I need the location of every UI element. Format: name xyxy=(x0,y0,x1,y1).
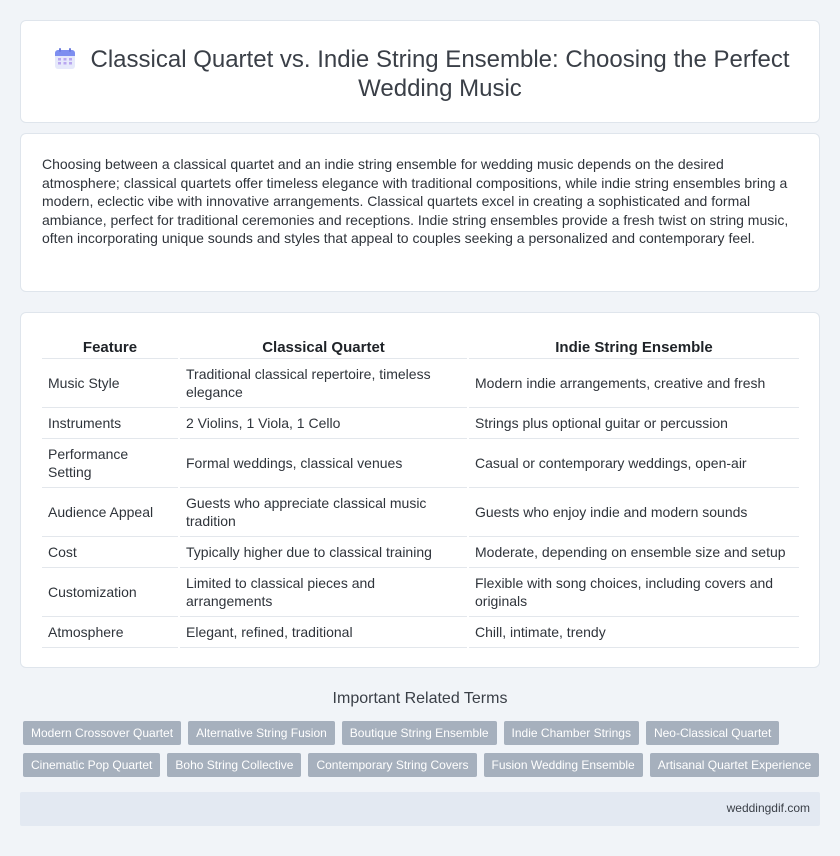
related-term-tag[interactable]: Contemporary String Covers xyxy=(308,753,476,777)
related-term-tag[interactable]: Fusion Wedding Ensemble xyxy=(484,753,643,777)
related-terms-title: Important Related Terms xyxy=(332,690,508,707)
intro-card xyxy=(20,133,820,292)
cell-indie: Casual or contemporary weddings, open-air xyxy=(468,438,799,487)
cell-feature: Instruments xyxy=(42,407,179,438)
related-term-tag[interactable]: Alternative String Fusion xyxy=(188,721,335,745)
cell-indie: Modern indie arrangements, creative and fresh xyxy=(468,358,799,407)
cell-feature: Atmosphere xyxy=(42,616,179,647)
header-feature: Feature xyxy=(42,334,179,358)
cell-indie: Strings plus optional guitar or percussion xyxy=(468,407,799,438)
header-card xyxy=(20,20,820,123)
cell-feature: Music Style xyxy=(42,358,179,407)
calendar-icon xyxy=(53,47,77,71)
table-row xyxy=(42,438,799,487)
cell-feature: Customization xyxy=(42,567,179,616)
footer-site-link[interactable]: weddingdif.com xyxy=(726,801,810,815)
comparison-table xyxy=(42,334,799,648)
related-term-tag[interactable]: Indie Chamber Strings xyxy=(504,721,639,745)
table-row xyxy=(42,358,799,407)
related-term-tag[interactable]: Cinematic Pop Quartet xyxy=(23,753,160,777)
related-term-tag[interactable]: Artisanal Quartet Experience xyxy=(650,753,819,777)
comparison-card xyxy=(20,312,820,668)
cell-classical: Traditional classical repertoire, timeless elegance xyxy=(179,358,468,407)
cell-classical: Formal weddings, classical venues xyxy=(179,438,468,487)
related-term-tag[interactable]: Modern Crossover Quartet xyxy=(23,721,181,745)
cell-classical: Guests who appreciate classical music tradition xyxy=(179,487,468,536)
intro-paragraph: Choosing between a classical quartet and an indie string ensemble for wedding music depends on the desired atmosphere; classical quartets offer timeless elegance with traditional compositions, while indie string ensembles bring a modern, eclectic vibe with innovative arrangements. Classical quartets excel in creating a sophisticated and formal ambiance, perfect for traditional ceremonies and receptions. Indie string ensembles provide a fresh twist on string music, often incorporating unique sounds and styles that appeal to couples seeking a personalized and contemporary feel. xyxy=(42,156,789,246)
cell-classical: 2 Violins, 1 Viola, 1 Cello xyxy=(179,407,468,438)
cell-indie: Guests who enjoy indie and modern sounds xyxy=(468,487,799,536)
cell-feature: Audience Appeal xyxy=(42,487,179,536)
table-row xyxy=(42,616,799,647)
footer xyxy=(20,792,820,826)
table-row xyxy=(42,536,799,567)
table-row xyxy=(42,487,799,536)
related-term-tag[interactable]: Boutique String Ensemble xyxy=(342,721,497,745)
cell-feature: Cost xyxy=(42,536,179,567)
cell-indie: Chill, intimate, trendy xyxy=(468,616,799,647)
table-header-row xyxy=(42,334,799,358)
header-indie-string-ensemble: Indie String Ensemble xyxy=(468,334,799,358)
table-row xyxy=(42,567,799,616)
related-term-tag[interactable]: Neo-Classical Quartet xyxy=(646,721,779,745)
cell-classical: Elegant, refined, traditional xyxy=(179,616,468,647)
cell-indie: Flexible with song choices, including covers and originals xyxy=(468,567,799,616)
table-row xyxy=(42,407,799,438)
related-term-tag[interactable]: Boho String Collective xyxy=(167,753,301,777)
cell-feature: Performance Setting xyxy=(42,438,179,487)
cell-indie: Moderate, depending on ensemble size and setup xyxy=(468,536,799,567)
cell-classical: Typically higher due to classical training xyxy=(179,536,468,567)
page-title: Classical Quartet vs. Indie String Ensemble: Choosing the Perfect Wedding Music xyxy=(90,46,790,102)
cell-classical: Limited to classical pieces and arrangements xyxy=(179,567,468,616)
related-terms-list xyxy=(23,721,823,777)
header-classical-quartet: Classical Quartet xyxy=(179,334,468,358)
